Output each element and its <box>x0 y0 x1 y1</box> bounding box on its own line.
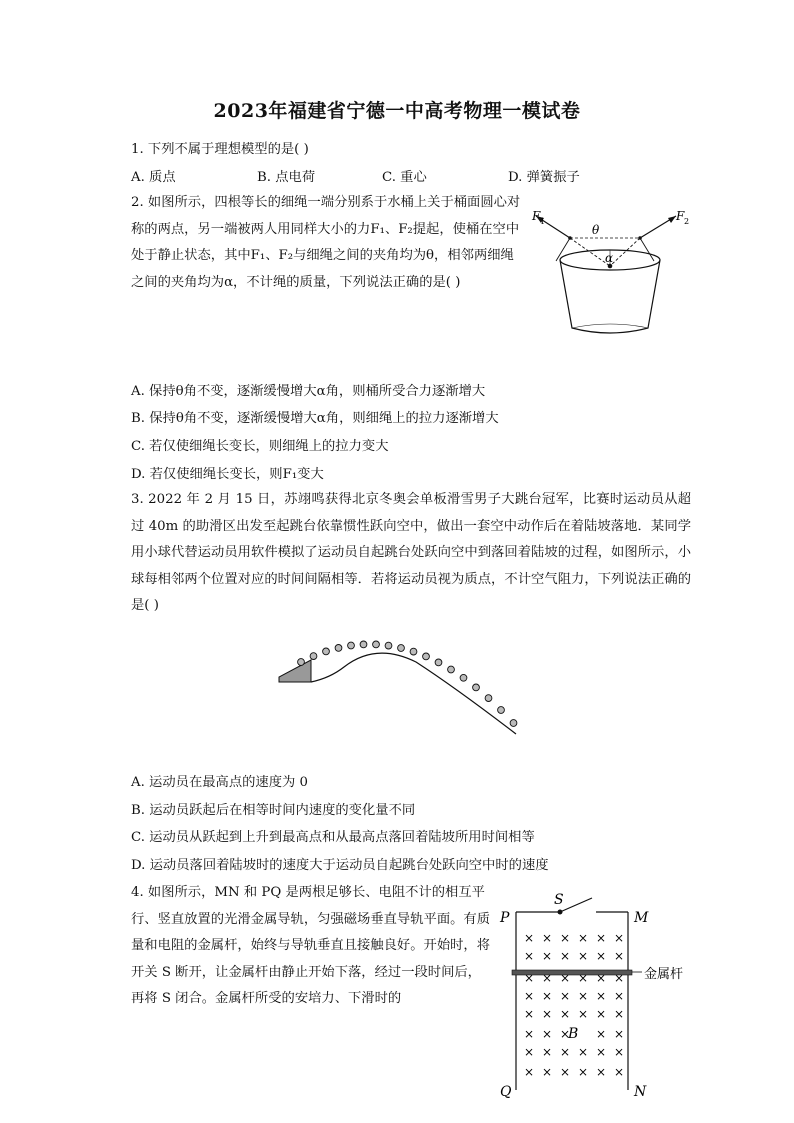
q3-option-c: C. 运动员从跃起到上升到最高点和从最高点落回着陆坡所用时间相等 <box>131 830 535 845</box>
field-cross: × <box>560 1027 571 1041</box>
switch-s <box>560 898 592 912</box>
field-cross: × <box>524 1045 535 1059</box>
ball-position <box>323 648 330 655</box>
q3-option-a: A. 运动员在最高点的速度为 0 <box>131 775 309 790</box>
ball-positions <box>298 641 521 741</box>
ball-position <box>410 648 417 655</box>
field-cross: × <box>578 1065 589 1079</box>
ball-position <box>398 645 405 652</box>
q1-option-b: B. 点电荷 <box>257 170 316 185</box>
field-cross: × <box>578 989 589 1003</box>
field-cross: × <box>542 931 553 945</box>
ball-position <box>298 659 305 666</box>
field-cross: × <box>524 989 535 1003</box>
field-cross: × <box>524 931 535 945</box>
field-cross: × <box>614 1045 625 1059</box>
ball-position <box>310 653 317 660</box>
label-q: Q <box>500 1084 512 1100</box>
field-cross: × <box>614 1007 625 1021</box>
field-cross: × <box>596 971 607 985</box>
ball-position <box>473 684 480 691</box>
label-p: P <box>500 910 510 926</box>
field-cross: × <box>542 1045 553 1059</box>
field-cross: × <box>560 949 571 963</box>
q3-option-d: D. 运动员落回着陆坡时的速度大于运动员自起跳台处跃向空中时的速度 <box>131 858 549 873</box>
field-cross: × <box>560 989 571 1003</box>
q4-stem: 4. 如图所示，MN 和 PQ 是两根足够长、电阻不计的相互平行、竖直放置的光滑金属导轨，匀强磁场垂直导轨平面。有质量和电阻的金属杆，始终与导轨垂直且接触良好。开始时，将开关 S 断开，让金属杆由静止开始下落，经过一段时间后，再将 S 闭合。金属杆所受的安培力、下滑时的 <box>131 885 491 1006</box>
label-f2: F <box>676 209 685 223</box>
q2-option-b: B. 保持θ角不变，逐渐缓慢增大α角，则细绳上的拉力逐渐增大 <box>131 411 499 426</box>
ball-position <box>335 645 342 652</box>
q3-option-b: B. 运动员跃起后在相等时间内速度的变化量不同 <box>131 803 416 818</box>
q1-option-d: D. 弹簧振子 <box>508 170 580 185</box>
bucket-figure <box>528 198 698 338</box>
field-cross: × <box>578 949 589 963</box>
field-cross: × <box>596 989 607 1003</box>
ball-position <box>423 653 430 660</box>
label-b: B <box>568 1026 579 1042</box>
ball-position <box>448 666 455 673</box>
field-cross: × <box>614 931 625 945</box>
q1-option-a: A. 质点 <box>131 170 176 185</box>
label-n: N <box>634 1084 647 1100</box>
field-cross: × <box>578 1045 589 1059</box>
ball-position <box>348 642 355 649</box>
q2-stem: 2. 如图所示，四根等长的细绳一端分别系于水桶上关于桶面圆心对称的两点，另一端被两人用同样大小的力F₁、F₂提起，使桶在空中处于静止状态，其中F₁、F₂与细绳之间的夹角均为θ，相邻两细绳之间的夹角均为α，不计绳的质量，下列说法正确的是( ) <box>131 195 521 290</box>
field-cross: × <box>542 971 553 985</box>
field-cross: × <box>524 1065 535 1079</box>
field-cross: × <box>614 989 625 1003</box>
q2-option-c: C. 若仅使细绳长变长，则细绳上的拉力变大 <box>131 439 389 454</box>
field-cross: × <box>542 989 553 1003</box>
field-cross: × <box>596 949 607 963</box>
label-alpha: α <box>605 251 614 265</box>
field-cross: × <box>560 931 571 945</box>
ball-position <box>460 674 467 681</box>
field-cross: × <box>614 949 625 963</box>
field-cross: × <box>560 1045 571 1059</box>
field-cross: × <box>578 931 589 945</box>
field-cross: × <box>542 1065 553 1079</box>
field-cross: × <box>596 1007 607 1021</box>
label-m: M <box>634 910 649 926</box>
field-cross: × <box>524 971 535 985</box>
field-cross: × <box>614 1027 625 1041</box>
page-title: 2023年福建省宁德一中高考物理一模试卷 <box>213 100 581 122</box>
field-cross: × <box>524 1027 535 1041</box>
label-s: S <box>554 892 564 908</box>
q3-stem: 3. 2022 年 2 月 15 日，苏翊鸣获得北京冬奥会单板滑雪男子大跳台冠军，比赛时运动员从超过 40m 的助滑区出发至起跳台依靠惯性跃向空中，做出一套空中动作后在着陆坡落地．某同学用小球代替运动员用软件模拟了运动员自起跳台处跃向空中到落回着陆坡的过程，如图所示，小球每相邻两个位置对应的时间间隔相等．若将运动员视为质点，不计空气阻力，下列说法正确的是( ) <box>131 492 691 613</box>
field-cross: × <box>614 971 625 985</box>
ball-position <box>498 707 505 714</box>
field-cross: × <box>560 1007 571 1021</box>
ball-position <box>435 659 442 666</box>
q1-option-c: C. 重心 <box>382 170 427 185</box>
field-cross: × <box>596 1027 607 1041</box>
field-cross: × <box>596 931 607 945</box>
label-theta: θ <box>592 223 600 237</box>
field-cross: × <box>596 1045 607 1059</box>
field-cross: × <box>524 949 535 963</box>
field-cross: × <box>542 1007 553 1021</box>
ball-position <box>385 642 392 649</box>
field-cross: × <box>560 971 571 985</box>
field-cross: × <box>560 1065 571 1079</box>
q1-stem: 1. 下列不属于理想模型的是( ) <box>131 142 309 157</box>
ball-position <box>373 641 380 648</box>
ball-position <box>485 695 492 702</box>
svg-text:2: 2 <box>684 217 690 226</box>
rails-figure <box>496 884 706 1104</box>
ball-position <box>360 641 367 648</box>
label-metal-rod: 金属杆 <box>644 967 684 982</box>
svg-text:1: 1 <box>540 217 546 226</box>
label-f1: F <box>532 209 541 223</box>
field-cross: × <box>578 971 589 985</box>
field-cross: × <box>524 1007 535 1021</box>
magnetic-field-crosses <box>524 931 624 1079</box>
ski-jump-figure <box>276 622 521 742</box>
q2-option-d: D. 若仅使细绳长变长，则F₁变大 <box>131 467 324 482</box>
q2-option-a: A. 保持θ角不变，逐渐缓慢增大α角，则桶所受合力逐渐增大 <box>131 384 486 399</box>
field-cross: × <box>578 1007 589 1021</box>
field-cross: × <box>596 1065 607 1079</box>
field-cross: × <box>542 949 553 963</box>
field-cross: × <box>542 1027 553 1041</box>
field-cross: × <box>614 1065 625 1079</box>
ball-position <box>510 720 517 727</box>
